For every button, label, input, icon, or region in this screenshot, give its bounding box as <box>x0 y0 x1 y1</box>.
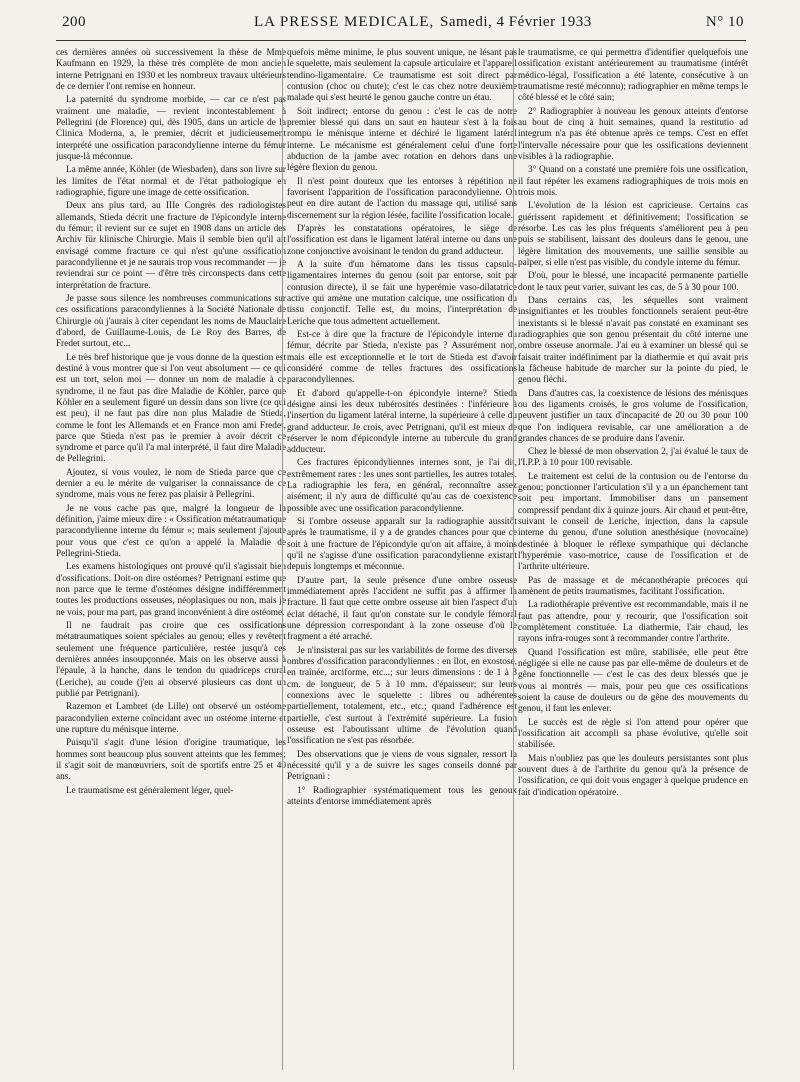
paragraph: Je passe sous silence les nombreuses communications sur ces ossifications paracondyliennes à la Société Nationale de Chirurgie où j'aurais à citer cependant les noms de Mauclaire d'abord, de Guillaume-Louis, de Le Roy des Barres, de Fredet surtout, etc... <box>56 293 286 350</box>
paragraph: Soit indirect; entorse du genou : c'est le cas de notre premier blessé qui dans un saut en hauteur s'est à la fois rompu le ménisque interne et déchiré le ligament latéral interne. Le mécanisme est généralement celui d'une forte abduction de la jambe avec rotation en dehors dans une légère flexion du genou. <box>287 106 517 174</box>
paragraph: La radiothérapie préventive est recommandable, mais il ne faut pas attendre, pour y recourir, que l'ossification soit complètement constituée. La diathermie, l'air chaud, les rayons infra-rouges sont à recommander contre l'arthrite. <box>518 600 748 645</box>
paragraph: quefois même minime, le plus souvent unique, ne lésant pas le squelette, mais seulement la capsule articulaire et l'appareil tendino-ligamentaire. Ce traumatisme est soit direct par contusion (choc ou chute); c'est le cas chez notre deuxième malade qui s'est heurté le genou gauche contre un étau. <box>287 48 517 104</box>
paragraph: Est-ce à dire que la fracture de l'épicondyle interne du fémur, décrite par Stieda, n'existe pas ? Assurément non, mais elle est exceptionnelle et le tort de Stieda est d'avoir considéré comme de telles fractures des ossifications paracondyliennes. <box>287 329 517 386</box>
paragraph: Des observations que je viens de vous signaler, ressort la nécessité qu'il y a de suivre les sages conseils donné par Petrignani : <box>287 749 517 783</box>
paragraph: le traumatisme, ce qui permettra d'identifier quelquefois une ossification existant antérieurement au traumatisme (intérêt médico-légal, l'ossification a été latente, consécutive à un traumatisme resté méconnu); radiographier en même temps le côté blessé et le côté sain; <box>518 48 748 104</box>
paragraph: 3° Quand on a constaté une première fois une ossification, il faut répéter les examens radiographiques de trois mois en trois mois. <box>518 165 748 198</box>
paragraph: Et d'abord qu'appelle-t-on épicondyle interne? Stieda désigne ainsi les deux tubérosités destinées : l'inférieure à l'insertion du ligament latéral interne, la supérieure à celle du grand adducteur. Je crois, avec Petrignani, qu'il est mieux de réserver le nom d'épicondyle interne au tubercule du grand adducteur. <box>287 388 517 456</box>
journal-title: LA PRESSE MEDICALE, <box>254 14 435 30</box>
paragraph: Quand l'ossification est mûre, stabilisée, elle peut être négligée si elle ne cause pas par elle-même de douleurs et de gêne fonctionnelle — c'est le cas des deux blessés que je vous ai montrés — mais, pour peu que ces ossifications soient la cause de douleurs ou de gêne des mouvements du genou, il faut les enlever. <box>518 647 748 715</box>
paragraph: Le traitement est celui de la contusion ou de l'entorse du genou; ponctionner l'articulation s'il y a un épanchement tant soit peu important. Immobiliser dans un pansement compressif pendant dix à quinze jours. Air chaud et peut-être, suivant le conseil de Leriche, injection, dans la capsule interne du genou, d'une solution anesthésique (novocaïne) destinée à bloquer le réflexe sympathique qui déclanche l'hyperémie vaso-motrice, cause de l'ossification et de l'arthrite ultérieure. <box>518 471 748 573</box>
paragraph: Je ne vous cache pas que, malgré la longueur de la définition, j'aime mieux dire : « Ossification métatraumatique paracondylienne interne du fémur »; mais seulement j'ajoute pour vous que c'est ce qu'on a appelé la Maladie de Pellegrini-Stieda. <box>56 503 286 560</box>
issue-number: N° 10 <box>705 14 744 30</box>
paragraph: La même année, Köhler (de Wiesbaden), dans son livre sur les limites de l'état normal et de l'état pathologique en radiographie, figure une image de cette ossification. <box>56 165 286 198</box>
paragraph: D'où, pour le blessé, une incapacité permanente partielle dont le taux peut varier, suivant les cas, de 5 à 30 pour 100. <box>518 271 748 293</box>
paragraph: Dans certains cas, les séquelles sont vraiment insignifiantes et les troubles fonctionnels seraient peut-être inexistants si le blessé n'avait pas constaté en examinant ses radiographies que son genou présentait du côté interne une ombre osseuse anormale. J'ai eu à examiner un blessé qui se faisait traiter indéfiniment par la diathermie et qui avait pris la fâcheuse habitude de marcher sur la pointe du pied, le genou fléchi. <box>518 295 748 386</box>
paragraph: Chez le blessé de mon observation 2, j'ai évalué le taux de l'I.P.P. à 10 pour 100 revisable. <box>518 447 748 469</box>
paragraph: Ajoutez, si vous voulez, le nom de Stieda parce que ce dernier a eu le mérite de vulgariser la connaissance de ce syndrome, mais vous ne ferez pas plaisir à Pellegrini. <box>56 467 286 501</box>
paragraph: 1° Radiographier systématiquement tous les genoux atteints d'entorse immédiatement après <box>287 785 517 807</box>
header-rule <box>56 40 746 41</box>
paragraph: Il n'est point douteux que les entorses à répétition ne favorisent l'apparition de l'ossification paracondylienne. On peut en dire autant de l'action du massage qui, utilisé sans discernement sur la région lésée, facilite l'ossification locale. <box>287 176 517 221</box>
text-column-3 <box>518 48 748 1068</box>
paragraph: Deux ans plus tard, au IIIe Congrès des radiologistes allemands, Stieda décrit une fracture de l'épicondyle interne du fémur; il revient sur ce sujet en 1908 dans un article des Archiv für klinische Chirurgie. Mais il semble bien qu'il ait envisagé comme fracture ce qui n'est qu'une ossification paracondylienne et je ne saurais trop vous recommander — je reviendrai sur ce point — d'être très circonspects dans cette interprétation de fracture. <box>56 201 286 291</box>
paragraph: Pas de massage et de mécanothérapie précoces qui amènent de petits traumatismes, facilitant l'ossification. <box>518 575 748 598</box>
page-number: 200 <box>62 14 86 30</box>
paragraph: Il ne faudrait pas croire que ces ossifications métatraumatiques soient spéciales au genou; elles y revêtent seulement une fréquence particulière, restée jusqu'à ces dernières années insoupçonnée. Mais on les observe aussi à l'épaule, à la hanche, dans le tendon du quadriceps crural (Leriche), au coude (j'en ai observé plusieurs cas dont un publié par Petrignani). <box>56 621 286 700</box>
paragraph: Je n'insisterai pas sur les variabilités de forme des diverses ombres d'ossification paracondyliennes : en îlot, en exostose, en traînée, arciforme, etc...; sur leurs dimensions : de 1 à 3 cm. de longueur, de 5 à 10 mm. d'épaisseur; sur leurs connexions avec le squelette : libres ou adhérentes partiellement, totalement, etc., etc.; quand l'adhérence est partielle, c'est surtout à l'extrémité supérieure. La fusion osseuse est l'aboutissant ultime de l'évolution quand l'ossification ne s'est pas résorbée. <box>287 645 517 747</box>
paragraph: D'après les constatations opératoires, le siège de l'ossification est dans le ligament latéral interne ou dans une zone conjonctive avoisinant le tendon du grand adducteur. <box>287 223 517 257</box>
paragraph: ces dernières années où successivement la thèse de Mme Kaufmann en 1929, la thèse très complète de mon ancien interne Petrignani en 1930 et les nombreux travaux ultérieurs de ce dernier l'ont remise en honneur. <box>56 48 286 92</box>
paragraph: La paternité du syndrome morbide, — car ce n'est pas vraiment une maladie, — revient incontestablement à Pellegrini (de Florence) qui, dès 1905, dans un article de la Clinica Moderna, a, le premier, décrit et judicieusement interprété une ossification paracondylienne interne du fémur jusque-là méconnue. <box>56 95 286 162</box>
paragraph: D'autre part, la seule présence d'une ombre osseuse immédiatement après l'accident ne suffit pas à affirmer la fracture. Il faut que cette ombre osseuse ait bien l'aspect d'un éclat détaché, il faut qu'on constate sur le condyle fémoral une dépression correspondant à la zone osseuse d'où le fragment a été arraché. <box>287 575 517 643</box>
issue-date: Samedi, 4 Février 1933 <box>440 14 592 30</box>
paragraph: Puisqu'il s'agit d'une lésion d'origine traumatique, les hommes sont beaucoup plus souvent atteints que les femmes; il s'agit soit de manœuvriers, soit de sportifs entre 25 et 40 ans. <box>56 738 286 783</box>
text-column-1 <box>56 48 286 1068</box>
paragraph: A la suite d'un hématome dans les tissus capsulo-ligamentaires internes du genou (soit par entorse, soit par contusion directe), il se fait une hyperémie vaso-dilatatrice active qui amène une mutation calcique, une ossification du tissu conjonctif. Telle est, du moins, l'interprétation de Leriche que tous admettent actuellement. <box>287 259 517 327</box>
column-divider-1 <box>282 48 283 1070</box>
text-column-2 <box>287 48 517 1068</box>
paragraph: Les examens histologiques ont prouvé qu'il s'agissait bien d'ossifications. Doit-on dire ostéomes? Petrignani estime que non parce que le terme d'ostéomes désigne indifféremment toutes les productions osseuses, néoplasiques ou non, mais je ne vois, pour ma part, pas grand inconvénient à dire ostéome. <box>56 562 286 618</box>
paragraph: Le très bref historique que je vous donne de la question est destiné à vous montrer que si l'on veut absolument — ce qui est un tort, selon moi — donner un nom de maladie à ce syndrome, il ne faut pas dire Maladie de Köhler, parce que Köhler en a seulement figuré un dessin dans son livre (ce qui est peu), il ne faut pas dire non plus Maladie de Stieda, comme le font les Allemands et en France mon ami Fredet, parce que Stieda n'est pas le premier à avoir décrit ce syndrome et parce qu'il l'a mal interprété, il faut dire Maladie de Pellegrini. <box>56 352 286 465</box>
paragraph: Si l'ombre osseuse apparaît sur la radiographie aussitôt après le traumatisme, il y a de grandes chances pour que ce soit à une fracture de l'épicondyle qu'on ait affaire, à moins qu'il ne s'agisse d'une ossification paracondylienne existant depuis longtemps et méconnue. <box>287 517 517 573</box>
paragraph: L'évolution de la lésion est capricieuse. Certains cas guérissent rapidement et définitivement; l'ossification se résorbe. Les cas les plus fréquents s'améliorent peu à peu puis se stabilisent, laissant des douleurs dans le genou, une légère limitation des mouvements, une saillie sensible au palper, si elle n'est pas visible, du condyle interne du fémur. <box>518 201 748 268</box>
paragraph: Ces fractures épicondyliennes internes sont, je l'ai dit, extrêmement rares : les unes sont partielles, les autres totales. La radiographie les fera, en général, reconnaître assez aisément; il n'y aura de difficulté qu'au cas de coexistence possible avec une ossification paracondylienne. <box>287 458 517 514</box>
paragraph: Le succès est de règle si l'on attend pour opérer que l'ossification ait accompli sa phase évolutive, qu'elle soit stabilisée. <box>518 717 748 751</box>
page-header <box>56 8 746 38</box>
paragraph: 2° Radiographier à nouveau les genoux atteints d'entorse au bout de cinq à huit semaines, quand la restitutio ad integrum n'a pas été obtenue après ce temps. C'est en effet l'intervalle nécessaire pour que les ossifications deviennent visibles à la radiographie. <box>518 106 748 162</box>
paragraph: Mais n'oubliez pas que les douleurs persistantes sont plus souvent dues à de l'arthrite du genou qu'à la présence de l'ossification, ce qui doit vous engager à quelque prudence en fait d'indication opératoire. <box>518 753 748 798</box>
paragraph: Dans d'autres cas, la coexistence de lésions des ménisques ou des ligaments croisés, le gros volume de l'ossification, peuvent justifier un taux d'incapacité de 20 ou 30 pour 100 que l'on indiquera revisable, car une amélioration a de grandes chances de se produire dans l'avenir. <box>518 388 748 444</box>
paragraph: Le traumatisme est généralement léger, quel- <box>66 785 234 796</box>
column-divider-2 <box>513 48 514 1070</box>
paragraph: Razemon et Lambret (de Lille) ont observé un ostéome paracondylien externe coïncidant avec un ostéome interne et une rupture du ménisque interne. <box>56 702 286 736</box>
